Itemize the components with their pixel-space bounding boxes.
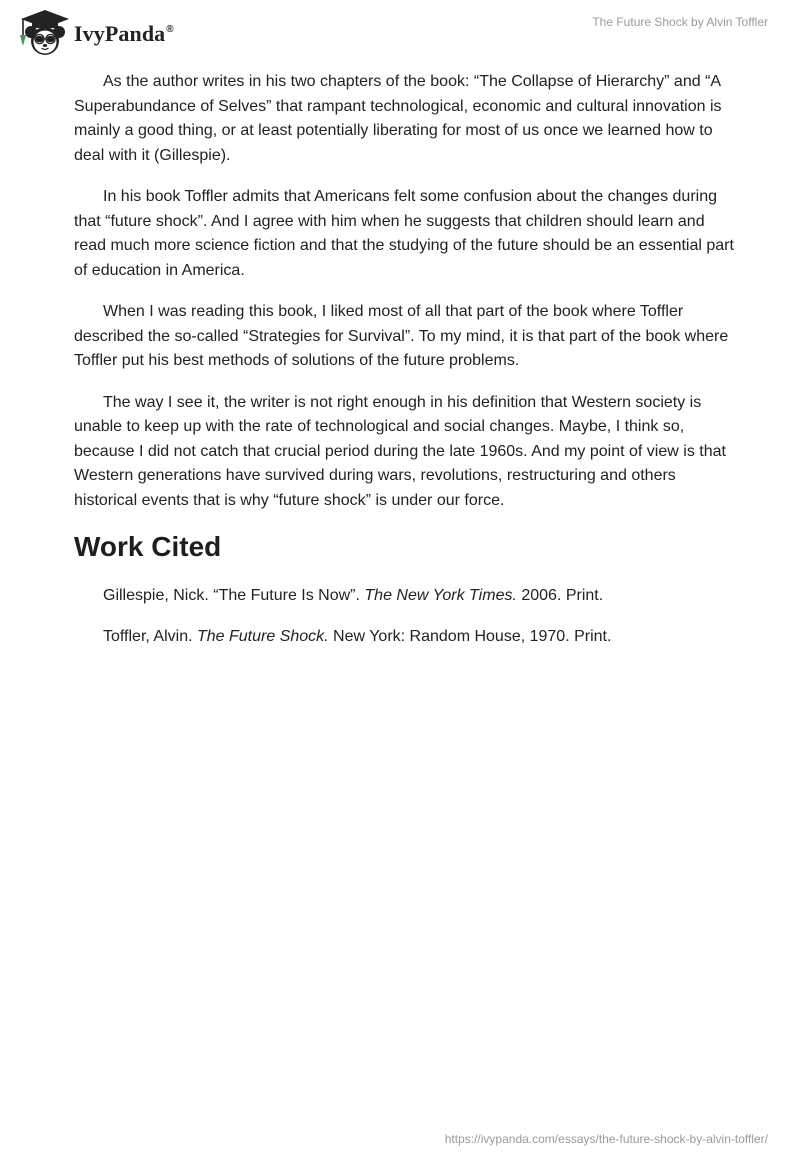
- essay-paragraph-1: As the author writes in his two chapters of the book: “The Collapse of Hierarchy” and “A Superabundance of Selves” that rampant technological, economic and cultural innovation is mainly a good thing, or at least potentially liberating for most of us once we learned how to deal with it (Gillespie).: [74, 73, 722, 164]
- source-url-link[interactable]: https://ivypanda.com/essays/the-future-shock-by-alvin-toffler/: [444, 1132, 768, 1146]
- essay-body: [74, 70, 734, 666]
- essay-paragraph-4: The way I see it, the writer is not right enough in his definition that Western society is unable to keep up with the rate of technological and social changes. Maybe, I think so, because I did not catch that crucial period during the late 1960s. And my point of view is that Western generations have survived during wars, revolutions, restructuring and others historical events that is why “future shock” is under our force.: [74, 393, 726, 509]
- panda-graduate-logo-icon: [15, 8, 71, 58]
- essay-paragraph-3: When I was reading this book, I liked most of all that part of the book where Toffler described the so-called “Strategies for Survival”. To my mind, it is that part of the book where Toffler put his best methods of solutions of the future problems.: [74, 303, 729, 369]
- ivypanda-logo[interactable]: [15, 8, 174, 58]
- citation-source-title: The New York Times.: [364, 587, 517, 604]
- citation-entry-1: [103, 584, 734, 608]
- citation-entry-2: [103, 625, 734, 649]
- document-title: The Future Shock by Alvin Toffler: [592, 15, 768, 29]
- page-header: [0, 0, 800, 60]
- works-cited-heading: Work Cited: [74, 531, 222, 562]
- citation-source-title: The Future Shock.: [196, 628, 329, 645]
- citation-text: New York: Random House, 1970. Print.: [328, 628, 612, 645]
- citation-text: Toffler, Alvin.: [103, 628, 197, 645]
- citation-text: 2006. Print.: [516, 587, 604, 604]
- brand-name: IvyPanda®: [74, 21, 174, 46]
- registered-mark: ®: [166, 24, 174, 35]
- essay-paragraph-2: In his book Toffler admits that Americans felt some confusion about the changes during that “future shock”. And I agree with him when he suggests that children should learn and read much more science fiction and that the studying of the future should be an essential part of education in America.: [74, 188, 734, 279]
- citation-text: Gillespie, Nick. “The Future Is Now”.: [103, 587, 365, 604]
